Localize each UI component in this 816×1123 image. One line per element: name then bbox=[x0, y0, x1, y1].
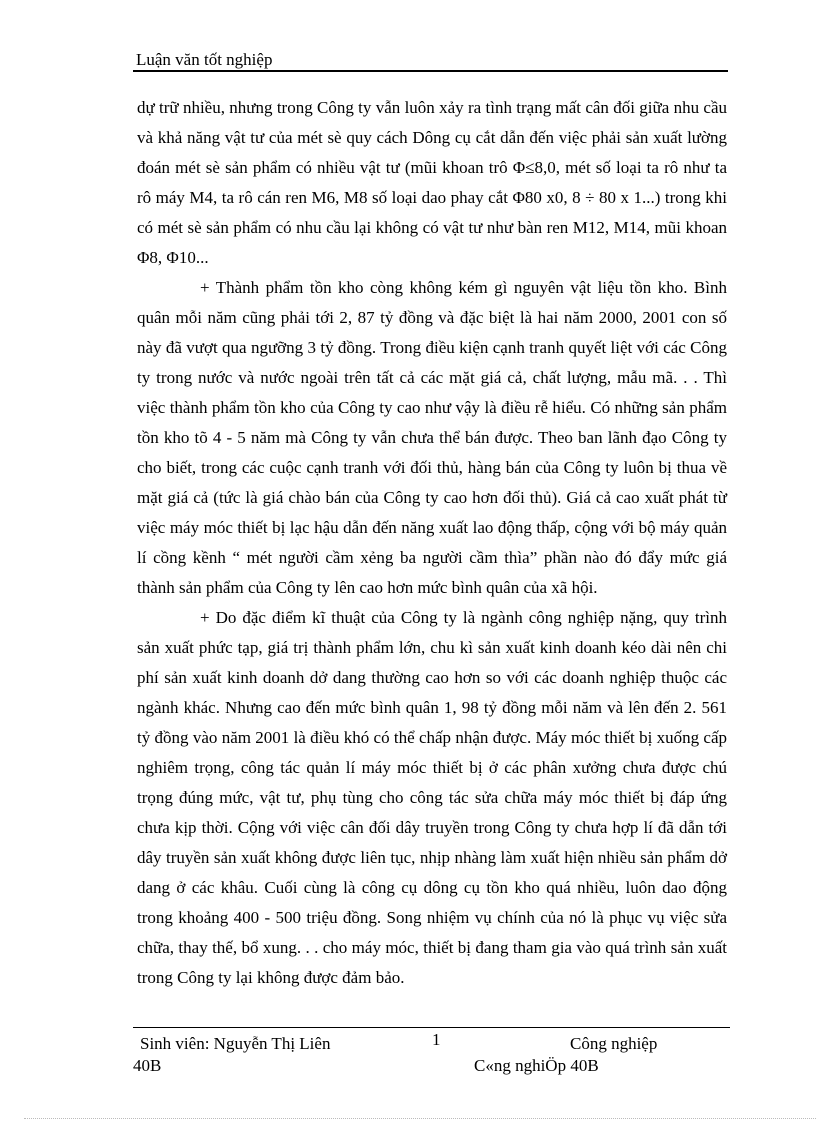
footer-major: Công nghiệp bbox=[570, 1034, 658, 1053]
body-paragraph-continued: dự trữ nhiều, nhưng trong Công ty vẫn luôn xảy ra tình trạng mất cân đối giữa nhu cầu và khả năng vật tư của mét sè quy cách Dông cụ cắt dẫn đến việc phải sản xuất lường đoán mét sè sản phẩm có nhiều vật tư (mũi khoan trô Φ≤8,0, mét số loại ta rô như ta rô máy M4, ta rô cán ren M6, M8 số loại dao phay cắt Φ80 x0, 8 ÷ 80 x 1...) trong khi có mét sè sản phẩm có nhu cầu lại không có vật tư như bàn ren M12, M14, mũi khoan Φ8, Φ10... bbox=[137, 98, 727, 267]
body-paragraph-work-in-progress: + Do đặc điểm kĩ thuật của Công ty là ngành công nghiệp nặng, quy trình sản xuất phức tạp, giá trị thành phẩm lớn, chu kì sản xuất kinh doanh kéo dài nên chi phí sản xuất kinh doanh dở dang thường cao hơn so với các doanh nghiệp thuộc các ngành khác. Nhưng cao đến mức bình quân 1, 98 tỷ đồng mỗi năm và lên đến 2. 561 tỷ đồng vào năm 2001 là điều khó có thể chấp nhận được. Máy móc thiết bị xuống cấp nghiêm trọng, công tác quản lí máy móc thiết bị ở các phân xưởng chưa được chú trọng đúng mức, vật tư, phụ tùng cho công tác sửa chữa máy móc thiết bị đáp ứng chưa kịp thời. Cộng với việc cân đối dây truyền trong Công ty chưa hợp lí đã dẫn tới dây truyền sản xuất không được liên tục, nhịp nhàng làm xuất hiện nhiều sản phẩm dở dang ở các khâu. Cuối cùng là công cụ dông cụ tồn kho quá nhiều, luôn dao động trong khoảng 400 - 500 triệu đồng. Song nhiệm vụ chính của nó là phục vụ việc sửa chữa, thay thế, bổ xung. . . cho máy móc, thiết bị đang tham gia vào quá trình sản xuất trong Công ty lại không được đảm bảo. bbox=[137, 608, 727, 987]
footer-class-code: 40B bbox=[133, 1056, 162, 1075]
footer-student-name: Sinh viên: Nguyễn Thị Liên bbox=[140, 1034, 331, 1053]
footer-major-garbled: C«ng nghiÖp 40B bbox=[474, 1056, 599, 1075]
page-bottom-edge bbox=[24, 1118, 816, 1119]
page-number: 1 bbox=[432, 1030, 441, 1049]
running-header-title: Luận văn tốt nghiệp bbox=[136, 50, 273, 69]
body-paragraph-finished-goods: + Thành phẩm tồn kho còng không kém gì nguyên vật liệu tồn kho. Bình quân mỗi năm cũng phải tới 2, 87 tỷ đồng và đặc biệt là hai năm 2000, 2001 con số này đã vượt qua ngưỡng 3 tỷ đồng. Trong điều kiện cạnh tranh quyết liệt với các Công ty trong nước và nước ngoài trên tất cả các mặt giá cả, chất lượng, mẫu mã. . . Thì việc thành phẩm tồn kho của Công ty cao như vậy là điều rễ hiểu. Có những sản phẩm tồn kho tõ 4 - 5 năm mà Công ty vẫn chưa thể bán được. Theo ban lãnh đạo Công ty cho biết, trong các cuộc cạnh tranh với đối thủ, hàng bán của Công ty luôn bị thua về mặt giá cả (tức là giá chào bán của Công ty cao hơn đối thủ). Giá cả cao xuất phát từ việc máy móc thiết bị lạc hậu dẫn đến năng xuất lao động thấp, cộng với bộ máy quản lí cồng kềnh “ mét người cầm xẻng ba người cầm thìa” phần nào đó đẩy mức giá thành sản phẩm của Công ty lên cao hơn mức bình quân của xã hội. bbox=[137, 278, 727, 597]
